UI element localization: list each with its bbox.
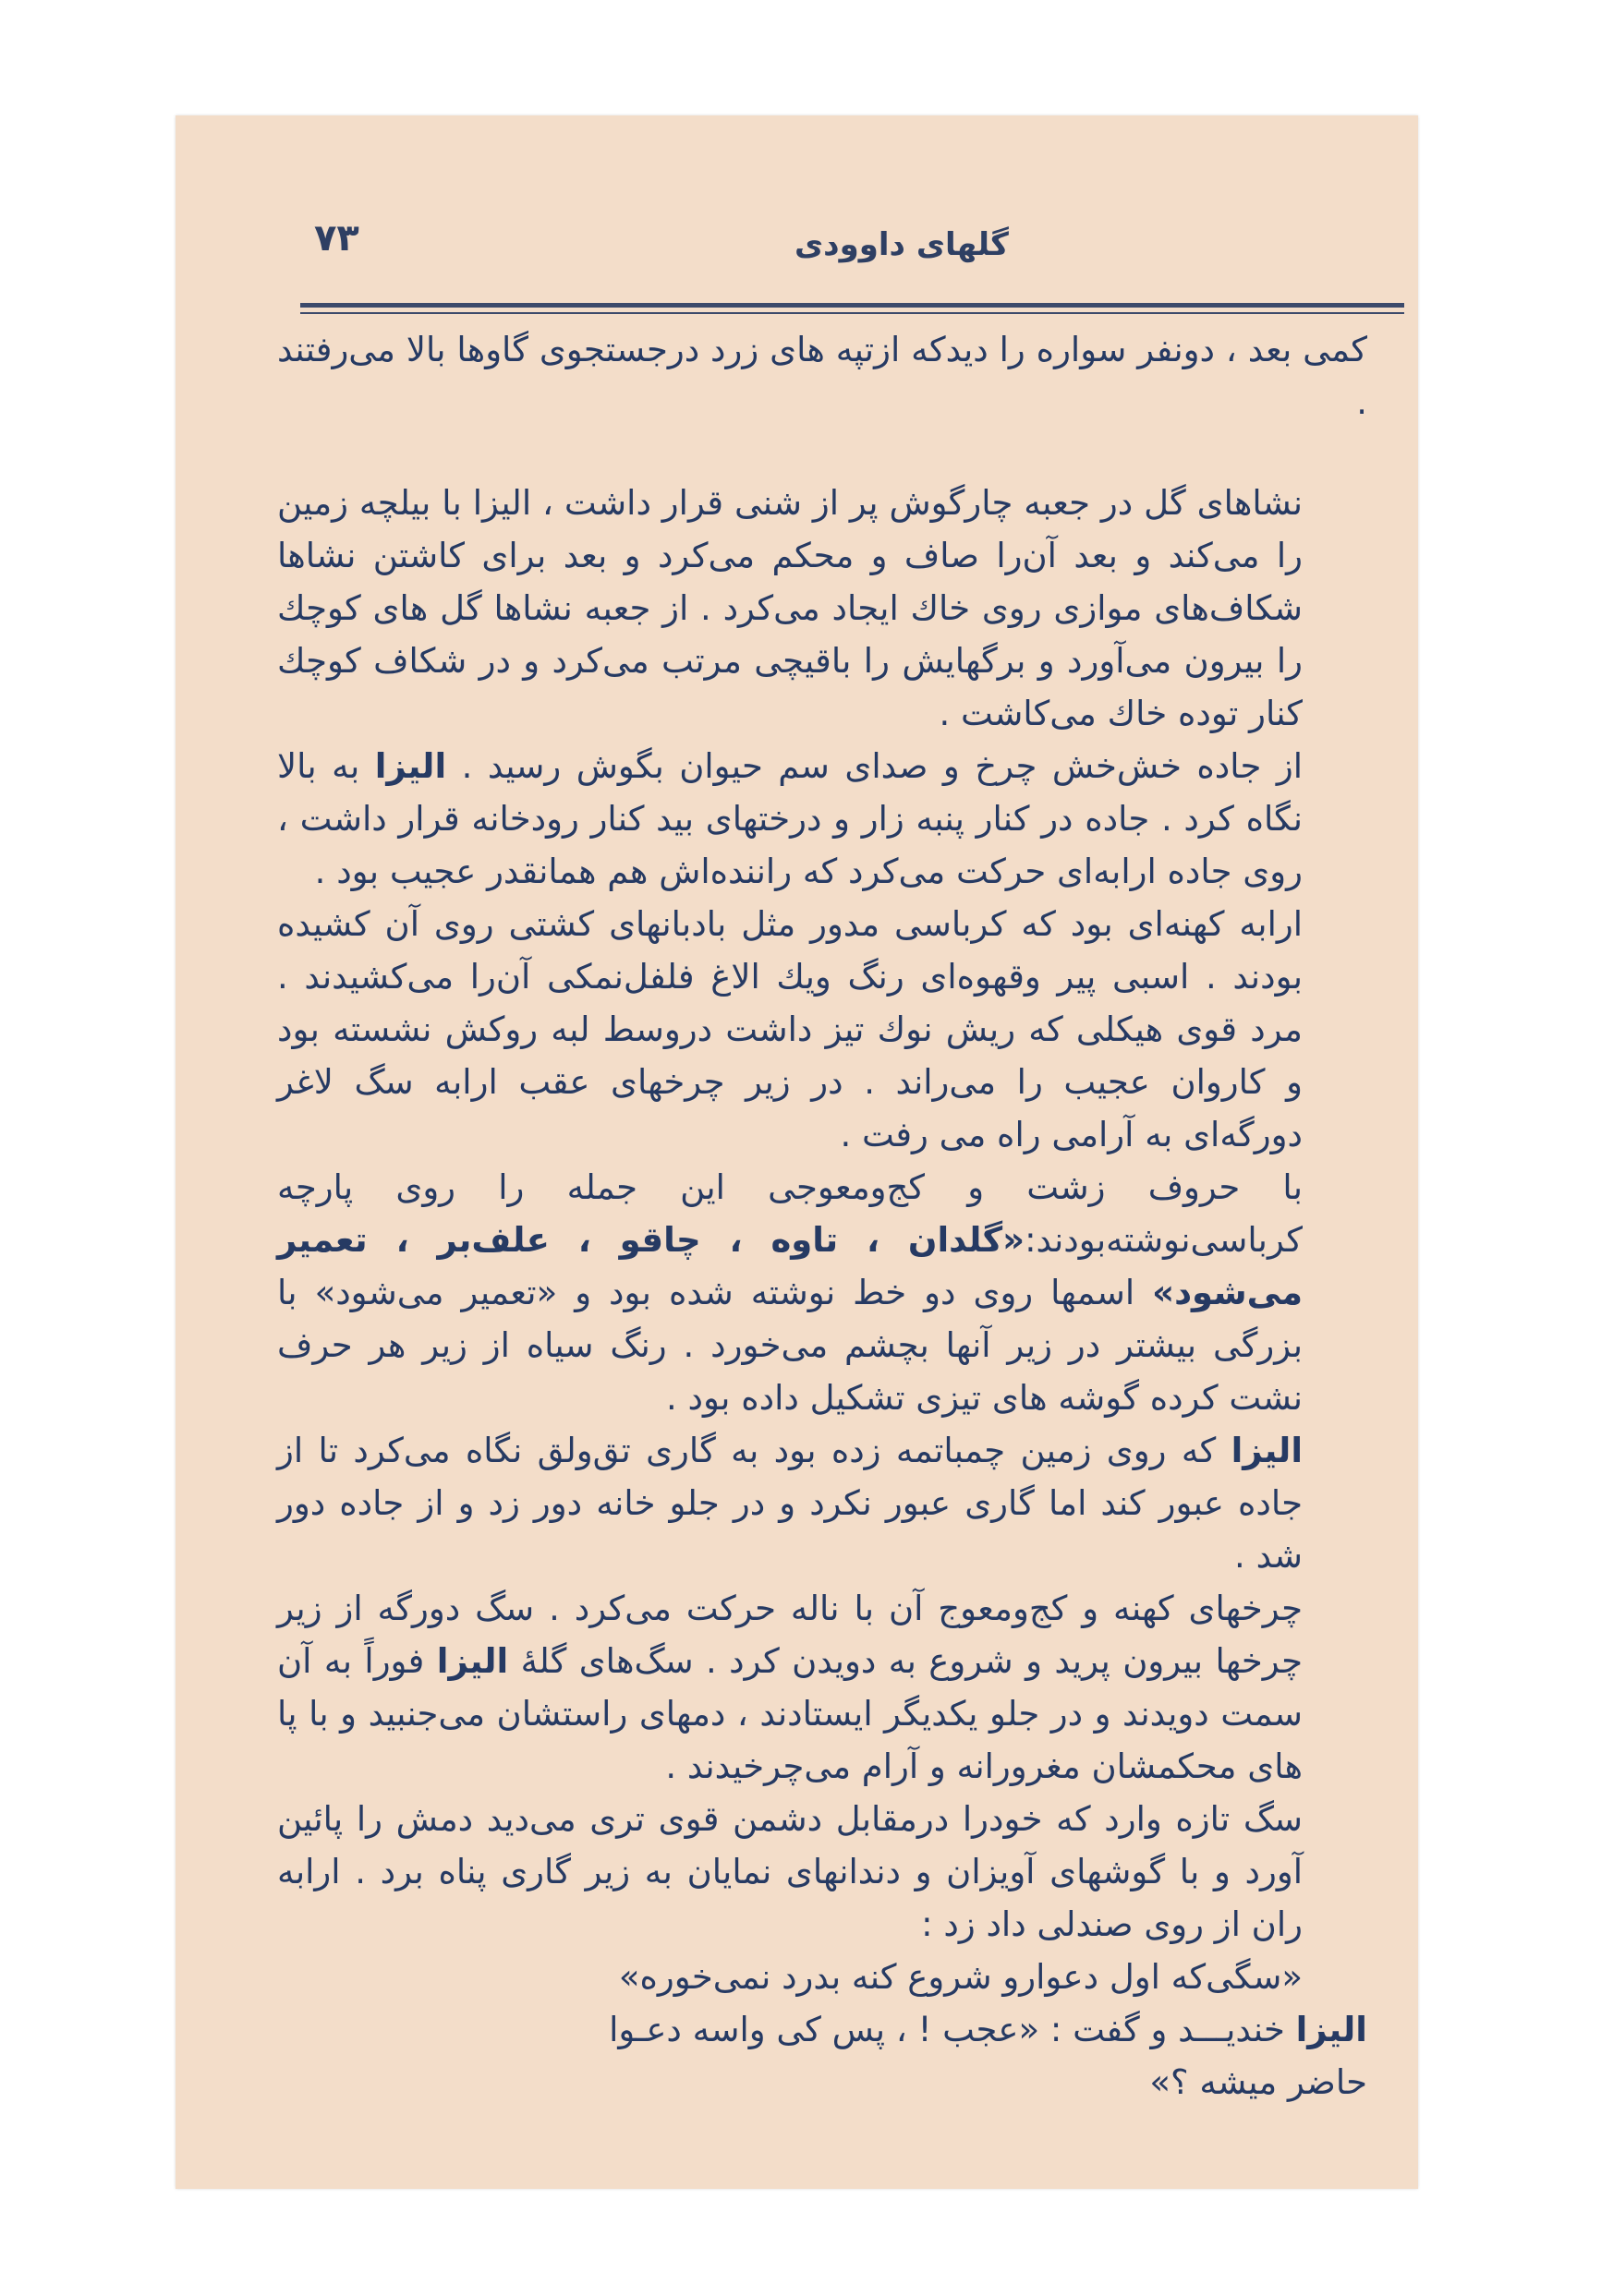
cart-sign-text: «گلدان ، تاوه ، چاقو ، علف‌بر ، تعمیر می‌شود» (277, 1220, 1303, 1312)
paragraph-end: حاضر میشه ؟» (1149, 2062, 1367, 2102)
character-name: الیزا (1231, 1431, 1304, 1470)
character-name: الیزا (374, 746, 447, 786)
paragraph (277, 2003, 1367, 2056)
running-title: گلهای داوودی (794, 226, 1009, 263)
text-run: فوراً به آن سمت دویدند و در جلو یکدیگر ایستادند ، دمهای راستشان می‌جنبید و با پا های محکمشان مغرورانه و آرام می‌چرخیدند . (277, 1641, 1303, 1786)
text-run: که روی زمین چمباتمه زده بود به گاری تق‌ولق نگاه می‌کرد تا از جاده عبور کند اما گاری عبور نکرد و در جلو خانه دور زد و از جاده دور شد . (277, 1431, 1303, 1576)
paragraph: نشاهای گل در جعبه چارگوش پر از شنی قرار داشت ، الیزا با بیلچه زمین را می‌کند و بعد آن‌را صاف و محکم می‌کرد و بعد برای کاشتن نشاها شکاف‌های موازی روی خاك ایجاد می‌کرد . از جعبه نشاها گل های کوچك را بیرون می‌آورد و برگهایش را باقیچی مرتب می‌کرد و در شکاف کوچك کنار توده خاك می‌کاشت . (277, 483, 1303, 733)
page-number: ۷۳ (314, 217, 359, 260)
header-rule-thin (300, 312, 1404, 314)
paragraph: کمی بعد ، دونفر سواره را دیدکه ازتپه های زرد درجستجوی گاوها بالا می‌رفتند . (277, 330, 1367, 422)
character-name: الیزا (436, 1641, 509, 1681)
text-run: چرخهای کهنه و کج‌ومعوج آن با ناله حرکت می‌کرد . سگ دورگه از زیر چرخها بیرون پرید و شروع به دویدن کرد . سگ‌های گلهٔ (277, 1589, 1304, 1681)
paragraph (277, 740, 1367, 898)
paragraph (277, 1424, 1367, 1582)
page-header (314, 217, 1400, 282)
header-rule (300, 303, 1404, 308)
dialogue-line: «سگی‌که اول دعوارو شروع کنه بدرد نمی‌خوره» (618, 1957, 1303, 1997)
text-run: با حروف زشت و کج‌ومعوجی این جمله را روی پارچه کرباسی‌نوشته‌بودند: (277, 1167, 1303, 1260)
text-run: اسمها روی دو خط نوشته شده بود و «تعمیر می‌شود» با بزرگی بیشتر در زیر آنها بچشم می‌خورد . رنگ سیاه از زیر هر حرف نشت کرده گوشه های تیزی تشکیل داده بود . (277, 1273, 1303, 1418)
body-text (277, 323, 1367, 2109)
paragraph: ارابه کهنه‌ای بود که کرباسی مدور مثل بادبانهای کشتی روی آن کشیده بودند . اسبی پیر وقهوه‌ای رنگ ویك الاغ فلفل‌نمکی آن‌را می‌کشیدند . مرد قوی هیکلی که ریش نوك تیز داشت دروسط لبه روکش نشسته بود و کاروان عجیب را می‌راند . در زیر چرخهای عقب ارابه سگ لاغر دورگه‌ای به آرامی راه می رفت . (277, 904, 1303, 1154)
character-name: الیزا (1295, 2010, 1367, 2049)
paragraph (277, 1582, 1367, 1793)
text-run: به بالا نگاه کرد . جاده در کنار پنبه زار و درختهای بید کنار رودخانه قرار داشت ، روی جاده ارابه‌ای حرکت می‌کرد که راننده‌اش هم همانقدر عجیب بود . (277, 746, 1303, 891)
text-run: از جاده خش‌خش چرخ و صدای سم حیوان بگوش رسید . (461, 746, 1304, 786)
paragraph (277, 1161, 1367, 1424)
text-run: خندیـــد و گفت : «عجب ! ، پس کی واسه دعـوا (609, 2010, 1285, 2049)
paragraph-gap (277, 429, 1367, 477)
paragraph: سگ تازه وارد که خودرا درمقابل دشمن قوی تری می‌دید دمش را پائین آورد و با گوشهای آویزان و دندانهای نمایان به زیر گاری پناه برد . ارابه ران از روی صندلی داد زد : (277, 1799, 1303, 1944)
